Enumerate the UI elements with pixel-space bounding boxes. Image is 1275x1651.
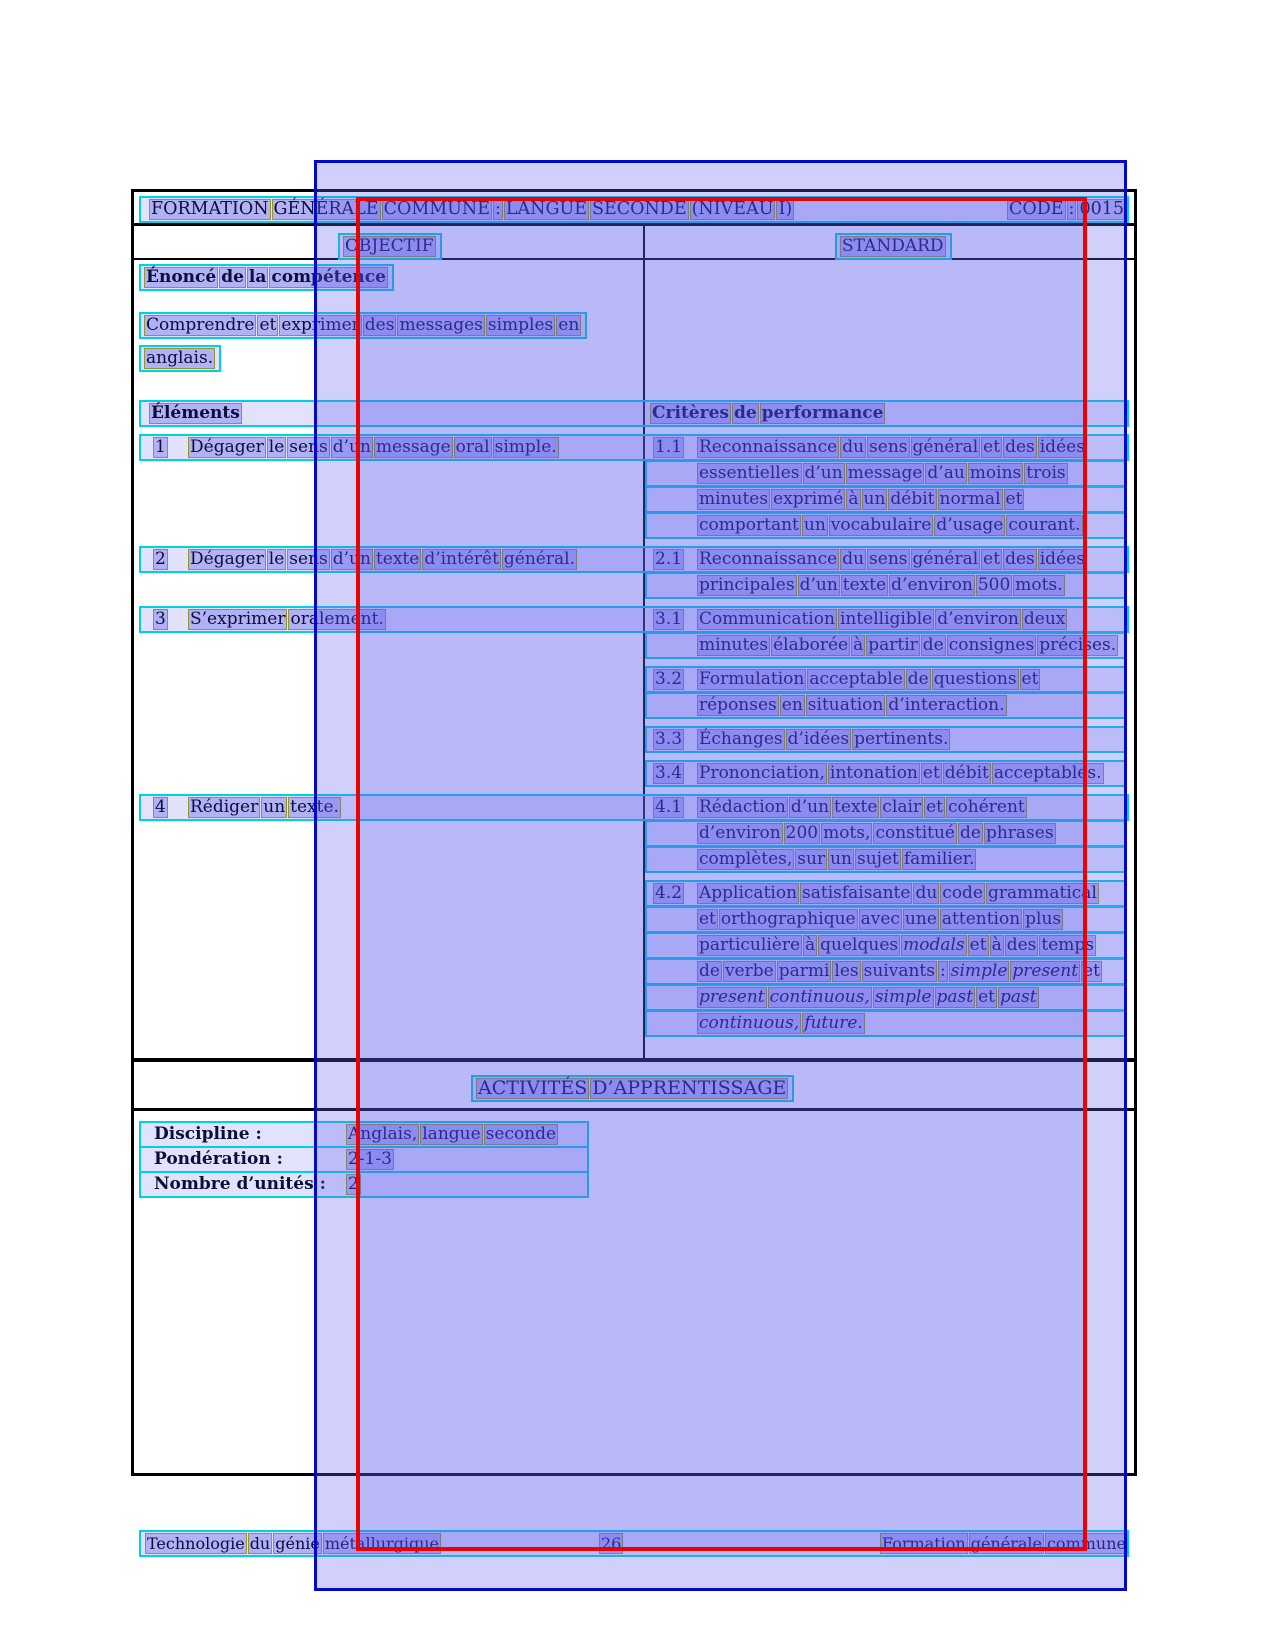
word-box: moins — [969, 463, 1022, 483]
word-box: sens — [289, 549, 328, 569]
criterion-number — [653, 548, 685, 571]
detail-label: Discipline : — [154, 1124, 262, 1144]
word-box: Formation — [882, 1534, 966, 1553]
word-box: d’un — [799, 575, 838, 595]
word-box: métallurgique — [324, 1534, 440, 1553]
word-box: future. — [804, 1013, 863, 1033]
word-box: oral — [455, 437, 490, 457]
word-box: constitué — [875, 823, 955, 843]
word-box: familier. — [903, 849, 975, 869]
document-title — [149, 198, 795, 221]
word-box: cohérent — [948, 797, 1025, 817]
word-box: à — [991, 935, 1002, 955]
word-box: continuous, — [699, 1013, 800, 1033]
word-box: idées — [1039, 549, 1085, 569]
word-box: réponses — [699, 695, 777, 715]
element-number — [153, 796, 169, 819]
detail-row-discipline — [139, 1121, 589, 1148]
word-box: débit — [944, 763, 989, 783]
word-box: Application — [699, 883, 798, 903]
word-box: langue — [422, 1124, 481, 1144]
word-box: Rédaction — [699, 797, 786, 817]
word-box: temps — [1041, 935, 1094, 955]
competence-heading — [139, 264, 394, 291]
word-box: de — [922, 635, 944, 655]
word-box: de — [221, 267, 244, 287]
word-box: en — [781, 695, 803, 715]
word-box: exprimer — [281, 315, 360, 335]
word-box: Prononciation, — [699, 763, 825, 783]
word-box: général — [912, 437, 979, 457]
word-box: simple — [874, 987, 932, 1007]
word-box: d’environ — [891, 575, 973, 595]
word-box: deux — [1023, 609, 1066, 629]
word-box: CODE — [1009, 199, 1064, 219]
word-box: des — [1005, 437, 1035, 457]
word-box: 4.2 — [655, 883, 683, 903]
word-box: en — [558, 315, 580, 335]
word-box: sens — [869, 437, 908, 457]
word-box: code — [942, 883, 983, 903]
criterion-text — [697, 436, 1088, 459]
criterion-2-1-line-2 — [645, 572, 1127, 599]
word-box: complètes, — [699, 849, 793, 869]
detail-row-ponderation — [139, 1146, 589, 1173]
word-box: les — [834, 961, 859, 981]
word-box: général — [912, 549, 979, 569]
word-box: minutes — [699, 635, 769, 655]
word-box: une — [904, 909, 937, 929]
word-box: Échanges — [699, 729, 783, 749]
word-box: verbe — [724, 961, 774, 981]
word-box: 2 — [155, 549, 166, 569]
row-element-4 — [139, 794, 1129, 821]
word-box: 500 — [977, 575, 1011, 595]
word-box: mots. — [1015, 575, 1063, 595]
word-box: général. — [503, 549, 575, 569]
word-box: d’intérêt — [424, 549, 499, 569]
element-text — [188, 608, 387, 631]
word-box: à — [848, 489, 859, 509]
word-box: Reconnaissance — [699, 549, 838, 569]
code-label — [1007, 198, 1127, 221]
element-number — [153, 548, 169, 571]
word-box: vocabulaire — [830, 515, 932, 535]
word-box: 0015 — [1079, 199, 1124, 219]
word-box: oralement. — [290, 609, 384, 629]
standard-head — [835, 233, 952, 260]
word-box: message — [847, 463, 923, 483]
word-box: Anglais, — [348, 1124, 418, 1144]
section-heading-row — [139, 400, 1129, 427]
word-box: OBJECTIF — [345, 236, 434, 256]
word-box: S’exprimer — [190, 609, 286, 629]
criterion-4-1-line-2 — [645, 820, 1127, 847]
word-box: sur — [797, 849, 826, 869]
word-box: FORMATION — [151, 199, 269, 219]
word-box: grammatical — [988, 883, 1097, 903]
word-box: 3.4 — [655, 763, 683, 783]
word-box: Technologie — [147, 1534, 245, 1553]
word-box: message — [375, 437, 451, 457]
word-box: 200 — [785, 823, 819, 843]
word-box: générale — [970, 1534, 1042, 1553]
criterion-4-2-line-6 — [645, 1010, 1127, 1037]
word-box: seconde — [485, 1124, 557, 1144]
word-box: et — [983, 549, 1001, 569]
detail-label: Pondération : — [154, 1149, 283, 1169]
word-box: 3.1 — [655, 609, 683, 629]
word-box: texte — [842, 575, 887, 595]
footer-left — [145, 1532, 442, 1555]
word-box: et — [926, 797, 943, 817]
detail-value — [346, 1123, 559, 1146]
word-box: de — [959, 823, 981, 843]
word-box: GÉNÉRALE — [273, 199, 379, 219]
word-box: questions — [933, 669, 1017, 689]
word-box: et — [259, 315, 277, 335]
word-box: débit — [890, 489, 935, 509]
criterion-text — [697, 796, 1028, 819]
word-box: plus — [1025, 909, 1062, 929]
footer-page-number — [599, 1532, 624, 1555]
word-box: texte — [375, 549, 420, 569]
word-box: 1 — [155, 437, 166, 457]
word-box: Comprendre — [146, 315, 255, 335]
word-box: past — [999, 987, 1037, 1007]
word-box: le — [268, 549, 285, 569]
criterion-1-1-line-3 — [645, 486, 1127, 513]
word-box: simples — [487, 315, 554, 335]
word-box: I) — [778, 199, 793, 219]
word-box: courant. — [1008, 515, 1081, 535]
word-box: Reconnaissance — [699, 437, 838, 457]
criterion-1-1-line-4 — [645, 512, 1127, 539]
criterion-3-2-line-1 — [645, 666, 1127, 693]
word-box: attention — [941, 909, 1021, 929]
word-box: acceptable — [809, 669, 903, 689]
table-rule-below-title — [131, 223, 1137, 226]
activities-title — [471, 1075, 794, 1102]
word-box: génie — [275, 1534, 320, 1553]
word-box: Éléments — [151, 403, 240, 423]
word-box: exprimé — [773, 489, 844, 509]
word-box: élaborée — [773, 635, 849, 655]
word-box: d’un — [804, 463, 843, 483]
criterion-number — [653, 728, 685, 751]
detail-value — [346, 1173, 362, 1196]
word-box: acceptables. — [993, 763, 1102, 783]
criterion-1-1-line-2 — [645, 460, 1127, 487]
word-box: Énoncé — [146, 267, 217, 287]
word-box: 4.1 — [655, 797, 683, 817]
element-text — [188, 796, 342, 819]
criterion-4-2-line-1 — [645, 880, 1127, 907]
word-box: Communication — [699, 609, 835, 629]
word-box: consignes — [948, 635, 1035, 655]
word-box: 3.3 — [655, 729, 683, 749]
word-box: un — [830, 849, 852, 869]
table-rule-above-activities — [131, 1058, 1137, 1062]
word-box: de — [699, 961, 720, 981]
word-box: performance — [761, 403, 884, 423]
row-element-3 — [139, 606, 1129, 633]
objectif-head — [338, 233, 442, 260]
word-box: intelligible — [839, 609, 933, 629]
word-box: d’un — [332, 549, 371, 569]
word-box: partir — [868, 635, 918, 655]
word-box: suivants — [863, 961, 935, 981]
word-box: des — [1006, 935, 1037, 955]
word-box: à — [853, 635, 864, 655]
word-box: du — [249, 1534, 271, 1553]
word-box: SECONDE — [591, 199, 687, 219]
element-number — [153, 608, 169, 631]
word-box: d’au — [927, 463, 965, 483]
word-box: et — [969, 935, 987, 955]
word-box: 2-1-3 — [348, 1149, 392, 1169]
word-box: d’environ — [937, 609, 1019, 629]
table-rule-below-column-heads — [131, 258, 1137, 260]
criterion-3-4-line-1 — [645, 760, 1127, 787]
word-box: texte. — [290, 797, 339, 817]
criterion-number — [653, 668, 685, 691]
word-box: mots, — [823, 823, 871, 843]
footer-row — [139, 1530, 1129, 1557]
word-box: le — [268, 437, 285, 457]
criterion-number — [653, 436, 685, 459]
word-box: messages — [399, 315, 483, 335]
word-box: ACTIVITÉS — [478, 1077, 588, 1099]
criterion-4-2-line-3 — [645, 932, 1127, 959]
word-box: commune — [1046, 1534, 1126, 1553]
word-box: comportant — [699, 515, 799, 535]
word-box: (NIVEAU — [691, 199, 774, 219]
word-box: situation — [807, 695, 884, 715]
word-box: texte — [834, 797, 878, 817]
word-box: et — [983, 437, 1001, 457]
word-box: normal — [939, 489, 1001, 509]
word-box: Dégager — [190, 437, 264, 457]
word-box: compétence — [271, 267, 386, 287]
word-box: et — [922, 763, 940, 783]
word-box: d’idées — [787, 729, 850, 749]
word-box: particulière — [699, 935, 801, 955]
competence-line-1 — [139, 312, 587, 339]
criterion-number — [653, 608, 685, 631]
word-box: de — [907, 669, 929, 689]
word-box: minutes — [699, 489, 769, 509]
criterion-4-2-line-2 — [645, 906, 1127, 933]
word-box: sujet — [857, 849, 899, 869]
word-box: avec — [860, 909, 900, 929]
detail-row-unites — [139, 1171, 589, 1198]
word-box: un — [263, 797, 286, 817]
word-box: Rédiger — [190, 797, 259, 817]
elements-heading — [149, 402, 243, 425]
word-box: past — [936, 987, 974, 1007]
criterion-number — [653, 882, 685, 905]
word-box: simple. — [494, 437, 557, 457]
criterion-text — [697, 548, 1088, 571]
word-box: essentielles — [699, 463, 800, 483]
criterion-number — [653, 762, 685, 785]
word-box: d’un — [332, 437, 371, 457]
detail-value — [346, 1148, 395, 1171]
word-box: du — [842, 549, 865, 569]
word-box: phrases — [985, 823, 1054, 843]
word-box: Critères — [652, 403, 729, 423]
word-box: intonation — [829, 763, 918, 783]
word-box: LANGUE — [505, 199, 587, 219]
footer-right — [880, 1532, 1129, 1555]
word-box: Dégager — [190, 549, 264, 569]
word-box: 3.2 — [655, 669, 683, 689]
word-box: anglais. — [146, 348, 214, 368]
table-rule-below-activities — [131, 1108, 1137, 1111]
criterion-4-1-line-3 — [645, 846, 1127, 873]
word-box: à — [805, 935, 816, 955]
word-box: sens — [869, 549, 908, 569]
competence-line-2 — [139, 345, 221, 372]
criterion-3-3-line-1 — [645, 726, 1127, 753]
word-box: des — [364, 315, 395, 335]
word-box: modals — [903, 935, 965, 955]
word-box: simple — [950, 961, 1008, 981]
word-box: satisfaisante — [802, 883, 911, 903]
word-box: orthographique — [720, 909, 856, 929]
criterion-text — [697, 608, 1068, 631]
word-box: un — [863, 489, 886, 509]
word-box: et — [699, 909, 716, 929]
word-box: continuous, — [769, 987, 870, 1007]
word-box: idées — [1039, 437, 1085, 457]
criterion-3-2-line-2 — [645, 692, 1127, 719]
word-box: Formulation — [699, 669, 805, 689]
word-box: des — [1005, 549, 1035, 569]
word-box: D’APPRENTISSAGE — [592, 1077, 787, 1099]
word-box: present — [1012, 961, 1079, 981]
word-box: COMMUNE — [383, 199, 490, 219]
word-box: la — [248, 267, 267, 287]
criterion-3-1-line-2 — [645, 632, 1127, 659]
row-element-2 — [139, 546, 1129, 573]
word-box: 2.1 — [655, 549, 683, 569]
word-box: : — [939, 961, 946, 981]
word-box: et — [978, 987, 995, 1007]
word-box: et — [1083, 961, 1100, 981]
word-box: 3 — [155, 609, 166, 629]
detail-label: Nombre d’unités : — [154, 1174, 326, 1194]
word-box: : — [1068, 199, 1075, 219]
row-element-1 — [139, 434, 1129, 461]
word-box: et — [1005, 489, 1023, 509]
word-box: un — [803, 515, 826, 535]
word-box: present — [699, 987, 765, 1007]
word-box: de — [733, 403, 757, 423]
word-box: d’usage — [936, 515, 1004, 535]
element-text — [188, 548, 578, 571]
word-box: principales — [699, 575, 795, 595]
word-box: clair — [882, 797, 922, 817]
criteria-heading — [650, 402, 886, 425]
word-box: d’environ — [699, 823, 781, 843]
criterion-4-2-line-4 — [645, 958, 1127, 985]
word-box: du — [915, 883, 938, 903]
word-box: 4 — [155, 797, 166, 817]
title-row — [139, 196, 1129, 223]
word-box: : — [495, 199, 501, 219]
word-box: 2 — [348, 1174, 359, 1194]
word-box: quelques — [820, 935, 899, 955]
criterion-number — [653, 796, 685, 819]
word-box: et — [1021, 669, 1039, 689]
word-box: STANDARD — [842, 236, 944, 256]
word-box: d’interaction. — [888, 695, 1005, 715]
word-box: parmi — [778, 961, 830, 981]
word-box: du — [842, 437, 865, 457]
word-box: trois — [1026, 463, 1066, 483]
word-box: pertinents. — [854, 729, 949, 749]
word-box: sens — [289, 437, 328, 457]
word-box: précises. — [1039, 635, 1117, 655]
element-number — [153, 436, 169, 459]
criterion-4-2-line-5 — [645, 984, 1127, 1011]
element-text — [188, 436, 560, 459]
word-box: d’un — [790, 797, 830, 817]
word-box: 26 — [601, 1534, 622, 1553]
word-box: 1.1 — [655, 437, 683, 457]
